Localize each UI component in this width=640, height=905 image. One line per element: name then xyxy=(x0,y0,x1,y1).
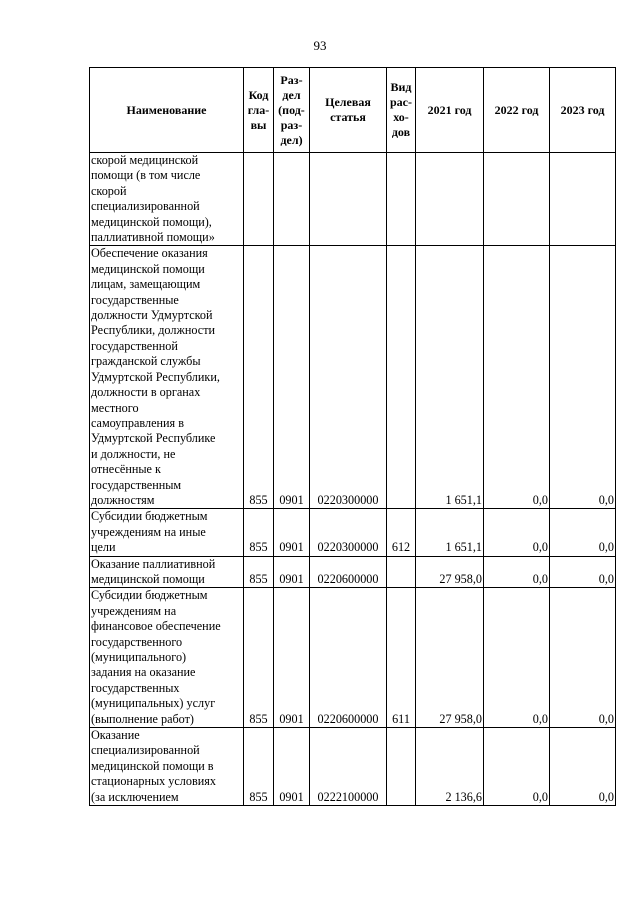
header-section: Раз- дел (под- раз- дел) xyxy=(274,68,310,153)
row-2023: 0,0 xyxy=(550,246,616,509)
row-code: 855 xyxy=(244,728,274,806)
row-code: 855 xyxy=(244,588,274,728)
row-2023 xyxy=(550,153,616,246)
row-name: Оказание паллиативной медицинской помощи xyxy=(90,556,244,588)
table-row xyxy=(90,153,616,246)
row-section xyxy=(274,153,310,246)
table-row xyxy=(90,556,616,588)
row-2022: 0,0 xyxy=(484,509,550,556)
table-row xyxy=(90,509,616,556)
row-expense-type xyxy=(387,246,416,509)
row-code xyxy=(244,153,274,246)
row-2021: 27 958,0 xyxy=(416,556,484,588)
row-expense-type xyxy=(387,153,416,246)
table-header-row xyxy=(90,68,616,153)
table-row xyxy=(90,728,616,806)
budget-table xyxy=(89,67,616,806)
row-expense-type: 611 xyxy=(387,588,416,728)
row-target xyxy=(310,153,387,246)
header-2021: 2021 год xyxy=(416,68,484,153)
row-section: 0901 xyxy=(274,588,310,728)
row-target: 0220300000 xyxy=(310,509,387,556)
row-target: 0220300000 xyxy=(310,246,387,509)
row-target: 0220600000 xyxy=(310,556,387,588)
row-name: Субсидии бюджетным учреждениям на иные цели xyxy=(90,509,244,556)
row-2021: 27 958,0 xyxy=(416,588,484,728)
header-expense-type: Вид рас- хо- дов xyxy=(387,68,416,153)
row-section: 0901 xyxy=(274,556,310,588)
header-2022: 2022 год xyxy=(484,68,550,153)
page-number: 93 xyxy=(313,38,327,53)
row-2023: 0,0 xyxy=(550,556,616,588)
row-2021: 1 651,1 xyxy=(416,246,484,509)
row-2022: 0,0 xyxy=(484,246,550,509)
row-name: скорой медицинской помощи (в том числе скорой специализированной медицинской помощи), паллиативной помощи» xyxy=(90,153,244,246)
header-code: Код гла- вы xyxy=(244,68,274,153)
row-2021: 2 136,6 xyxy=(416,728,484,806)
header-name: Наименование xyxy=(90,68,244,153)
row-target: 0222100000 xyxy=(310,728,387,806)
row-2021: 1 651,1 xyxy=(416,509,484,556)
row-section: 0901 xyxy=(274,246,310,509)
row-2021 xyxy=(416,153,484,246)
row-code: 855 xyxy=(244,556,274,588)
header-target: Целевая статья xyxy=(310,68,387,153)
row-name: Субсидии бюджетным учреждениям на финансовое обеспечение государственного (муниципального) задания на оказание государственных (муниципальных) услуг (выполнение работ) xyxy=(90,588,244,728)
row-2022: 0,0 xyxy=(484,728,550,806)
row-name: Оказание специализированной медицинской помощи в стационарных условиях (за исключением xyxy=(90,728,244,806)
header-2023: 2023 год xyxy=(550,68,616,153)
row-name: Обеспечение оказания медицинской помощи лицам, замещающим государственные должности Удмуртской Республики, должности государственной гражданской службы Удмуртской Республики, должности в органах местного самоуправления в Удмуртской Республике и должности, не отнесённые к государственным должностям xyxy=(90,246,244,509)
row-code: 855 xyxy=(244,509,274,556)
row-expense-type xyxy=(387,728,416,806)
row-target: 0220600000 xyxy=(310,588,387,728)
row-code: 855 xyxy=(244,246,274,509)
table-row xyxy=(90,246,616,509)
row-2023: 0,0 xyxy=(550,728,616,806)
row-expense-type: 612 xyxy=(387,509,416,556)
row-2023: 0,0 xyxy=(550,509,616,556)
row-expense-type xyxy=(387,556,416,588)
row-section: 0901 xyxy=(274,728,310,806)
table-row xyxy=(90,588,616,728)
row-section: 0901 xyxy=(274,509,310,556)
row-2022: 0,0 xyxy=(484,556,550,588)
row-2023: 0,0 xyxy=(550,588,616,728)
row-2022 xyxy=(484,153,550,246)
row-2022: 0,0 xyxy=(484,588,550,728)
